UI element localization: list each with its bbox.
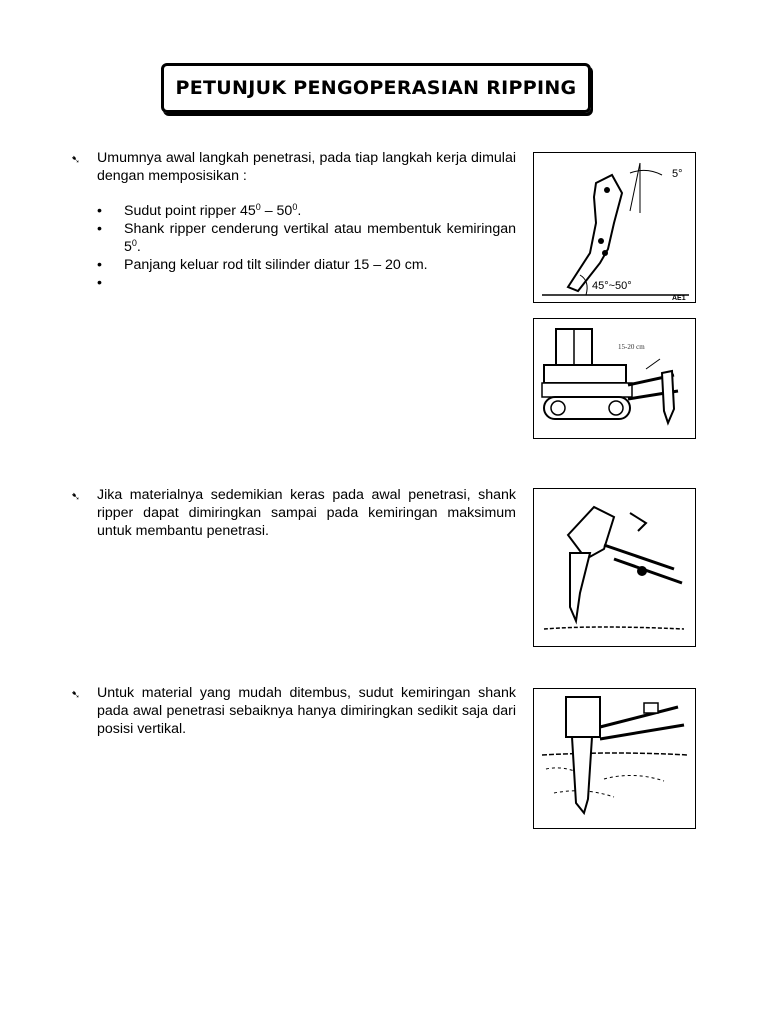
- section2-text: Jika materialnya sedemikian keras pada awal penetrasi, shank ripper dapat dimiringkan sampai pada kemiringan maksimum untuk membantu penetrasi.: [97, 487, 516, 539]
- page-title: PETUNJUK PENGOPERASIAN RIPPING: [175, 77, 577, 99]
- shank-vertical-figure: [533, 688, 696, 829]
- shank-tilt-max-figure: [533, 488, 696, 647]
- dozer-ripper-figure: [533, 318, 696, 439]
- angle-bottom-label: 45°~50°: [592, 280, 632, 292]
- section1-list: [97, 202, 516, 292]
- rod-length-label: 15-20 cm: [618, 343, 645, 351]
- arrow-bullet-icon: ➷: [71, 491, 81, 503]
- bullet-dot: •: [97, 203, 102, 219]
- angle-top-label: 5°: [672, 168, 683, 180]
- figure-code-label: AE1: [672, 295, 686, 302]
- title-box: [161, 63, 591, 113]
- bullet-dot: •: [97, 221, 102, 237]
- list-item: • Panjang keluar rod tilt silinder diatur 15 – 20 cm.: [97, 257, 428, 273]
- list-item: • Shank ripper cenderung vertikal atau membentuk kemiringan $5^0$.: [97, 221, 516, 255]
- arrow-bullet-icon: ➷: [71, 154, 81, 166]
- bullet-dot: •: [97, 275, 102, 291]
- section1-intro: Umumnya awal langkah penetrasi, pada tiap langkah kerja dimulai dengan memposisikan :: [97, 150, 516, 184]
- ripper-angle-figure: [533, 152, 696, 303]
- bullet-dot: •: [97, 257, 102, 273]
- arrow-bullet-icon: ➷: [71, 689, 81, 701]
- section3-text: Untuk material yang mudah ditembus, sudut kemiringan shank pada awal penetrasi sebaiknya hanya dimiringkan sedikit saja dari posisi vertikal.: [97, 685, 516, 737]
- list-item: • Sudut point ripper $45^0 - 50^0$.: [97, 202, 302, 219]
- list-item: [97, 274, 516, 292]
